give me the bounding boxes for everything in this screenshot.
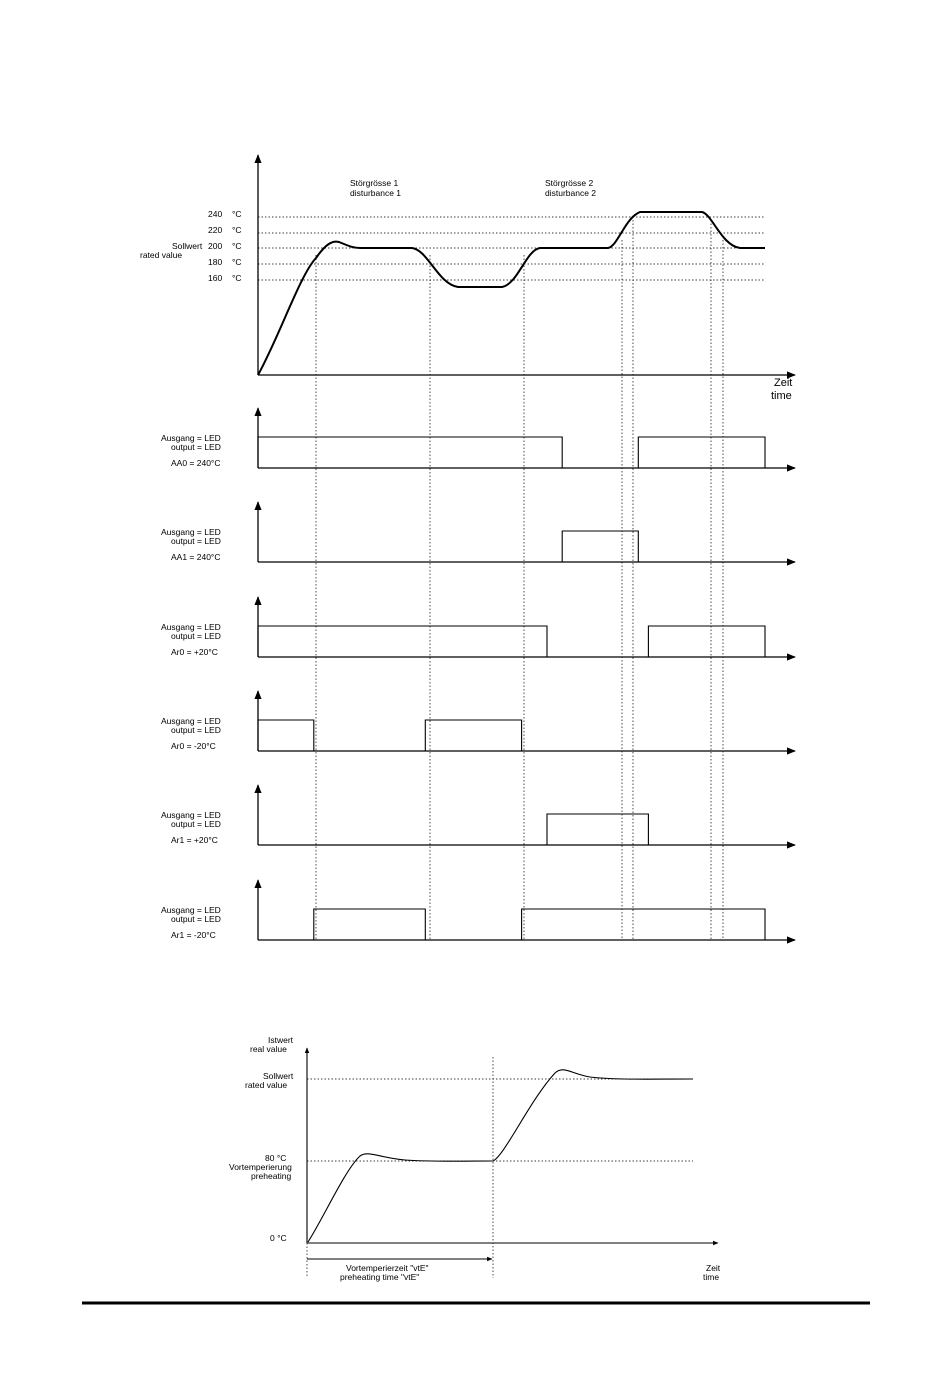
level-200-unit: °C: [232, 241, 242, 251]
output-label-en: output = LED: [171, 914, 221, 924]
zero-label: 0 °C: [270, 1233, 287, 1243]
preheat-time-en: preheating time "vtE": [340, 1272, 420, 1282]
preheat-time-de: Vortemperierzeit "vtE": [346, 1263, 429, 1273]
output-label-de: Ausgang = LED: [161, 810, 221, 820]
preheat-de: Vortemperierung: [229, 1162, 292, 1172]
output-signal: [258, 437, 765, 468]
output-signal: [258, 720, 522, 751]
output-panel-Ar0_minus: [161, 691, 795, 751]
lower-y-label-de: Istwert: [268, 1035, 294, 1045]
level-240-unit: °C: [232, 209, 242, 219]
output-label-en: output = LED: [171, 442, 221, 452]
setpoint-label-de: Sollwert: [172, 241, 203, 251]
output-label-en: output = LED: [171, 536, 221, 546]
setpoint-label-en: rated value: [140, 250, 183, 260]
level-180-unit: °C: [232, 257, 242, 267]
level-200-value: 200: [208, 241, 223, 251]
output-panels: [161, 408, 795, 940]
disturbance-1-de: Störgrösse 1: [350, 178, 399, 188]
lower-x-label-en: time: [703, 1272, 720, 1282]
output-label-en: output = LED: [171, 631, 221, 641]
x-axis-label-de: Zeit: [774, 377, 793, 389]
disturbance-2-de: Störgrösse 2: [545, 178, 594, 188]
output-param: AA1 = 240°C: [171, 552, 221, 562]
lower-diagram: [229, 1035, 721, 1282]
level-220-unit: °C: [232, 225, 242, 235]
upper-diagram: [140, 155, 795, 940]
output-signal: [258, 626, 765, 657]
level-240-value: 240: [208, 209, 223, 219]
output-param: AA0 = 240°C: [171, 458, 221, 468]
lower-x-label-de: Zeit: [706, 1263, 721, 1273]
output-param: Ar0 = -20°C: [171, 741, 216, 751]
output-panel-AA1: [161, 502, 795, 562]
preheat-en: preheating: [251, 1171, 292, 1181]
output-label-en: output = LED: [171, 819, 221, 829]
preheat-value: 80 °C: [265, 1153, 287, 1163]
output-param: Ar0 = +20°C: [171, 647, 218, 657]
output-signal: [562, 531, 638, 562]
lower-y-label-en: real value: [250, 1044, 287, 1054]
lower-setpoint-de: Sollwert: [263, 1071, 294, 1081]
output-signal: [314, 909, 765, 940]
output-panel-Ar1_minus: [161, 880, 795, 940]
output-panel-Ar1_plus: [161, 785, 795, 845]
output-label-de: Ausgang = LED: [161, 622, 221, 632]
output-label-de: Ausgang = LED: [161, 433, 221, 443]
output-panel-Ar0_plus: [161, 597, 795, 657]
level-160-value: 160: [208, 273, 223, 283]
output-param: Ar1 = +20°C: [171, 835, 218, 845]
level-220-value: 220: [208, 225, 223, 235]
disturbance-2-en: disturbance 2: [545, 188, 597, 198]
lower-setpoint-en: rated value: [245, 1080, 288, 1090]
disturbance-1-en: disturbance 1: [350, 188, 402, 198]
output-param: Ar1 = -20°C: [171, 930, 216, 940]
level-180-value: 180: [208, 257, 223, 267]
output-panel-AA0: [161, 408, 795, 468]
level-160-unit: °C: [232, 273, 242, 283]
preheating-curve: [308, 1070, 693, 1242]
output-label-de: Ausgang = LED: [161, 527, 221, 537]
output-label-de: Ausgang = LED: [161, 716, 221, 726]
x-axis-label-en: time: [771, 390, 792, 402]
output-label-en: output = LED: [171, 725, 221, 735]
output-label-de: Ausgang = LED: [161, 905, 221, 915]
temperature-curve: [258, 212, 765, 375]
